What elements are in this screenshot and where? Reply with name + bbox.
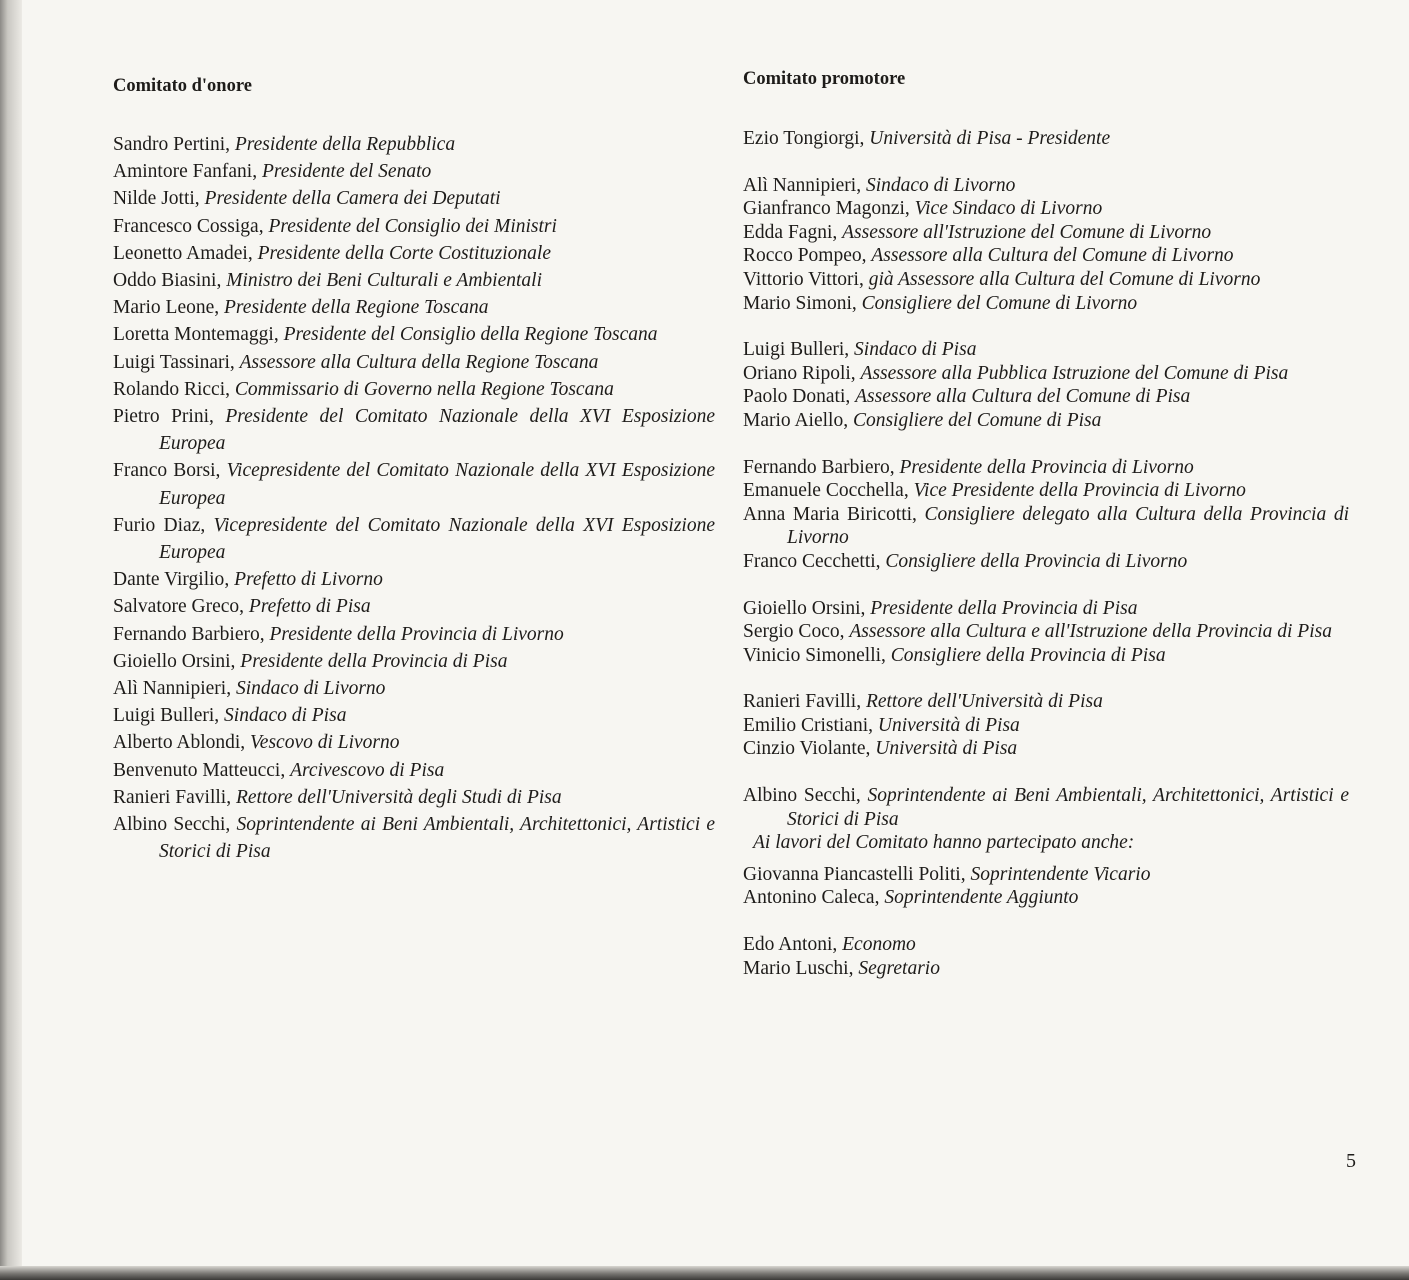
member-name: Pietro Prini [113,406,209,428]
committee-member: Emilio Cristiani, Università di Pisa [743,714,1020,736]
committee-member: Ranieri Favilli, Rettore dell'Università degli Studi di Pisa [113,786,562,808]
staff-group [743,933,1349,980]
committee-member: Oddo Biasini, Ministro dei Beni Culturali e Ambientali [113,270,542,292]
member-name: Leonetto Amadei [113,242,248,264]
member-role: Prefetto di Pisa [248,596,371,618]
committee-member: Franco Borsi, Vicepresidente del Comitato Nazionale della XVI Esposizione Europea [113,460,716,509]
committee-member: Ranieri Favilli, Rettore dell'Università di Pisa [743,691,1103,713]
committee-member: Leonetto Amadei, Presidente della Corte Costituzionale [113,242,551,264]
member-group [743,338,1349,432]
member-group [743,127,1349,151]
member-role: Assessore alla Cultura e all'Istruzione della Provincia di Pisa [849,621,1332,643]
member-role: Vescovo di Livorno [250,732,400,754]
committee-member: Gioiello Orsini, Presidente della Provincia di Pisa [113,650,508,672]
member-role: Sindaco di Livorno [865,174,1016,196]
member-name: Oriano Ripoli [743,362,851,384]
member-name: Cinzio Violante [743,738,866,760]
committee-member: Paolo Donati, Assessore alla Cultura del Comune di Pisa [743,386,1191,408]
member-role: Assessore all'Istruzione del Comune di Livorno [842,221,1212,243]
member-role: Vicepresidente del Comitato Nazionale della XVI Esposizione Europea [159,514,715,564]
honor-committee-heading: Comitato d'onore [113,76,252,96]
member-role: Presidente della Provincia di Pisa [240,650,508,672]
member-name: Paolo Donati [743,386,846,408]
member-name: Emilio Cristiani [743,714,869,736]
member-role: Consigliere del Comune di Pisa [852,409,1102,431]
committee-member: Gioiello Orsini, Presidente della Provincia di Pisa [743,597,1138,619]
committee-member: Alì Nannipieri, Sindaco di Livorno [743,174,1016,196]
committee-member: Sandro Pertini, Presidente della Repubblica [113,134,456,155]
committee-member: Luigi Bulleri, Sindaco di Pisa [743,339,977,361]
committee-member: Rocco Pompeo, Assessore alla Cultura del Comune di Livorno [743,245,1234,267]
committee-member: Albino Secchi, Soprintendente ai Beni Ambientali, Architettonici, Artistici e Storici di Pisa [743,785,1349,830]
member-role: Presidente della Repubblica [234,134,456,155]
member-name: Mario Aiello [743,409,844,431]
member-role: Presidente del Consiglio della Regione Toscana [283,324,658,346]
committee-member: Alì Nannipieri, Sindaco di Livorno [113,678,386,700]
member-name: Gianfranco Magonzi [743,198,905,220]
member-name: Edo Antoni [743,934,833,956]
member-group [743,597,1349,668]
committee-member: Fernando Barbiero, Presidente della Provincia di Livorno [113,623,564,645]
member-name: Fernando Barbiero [113,623,260,645]
member-name: Emanuele Cocchella [743,480,904,502]
committee-member: Gianfranco Magonzi, Vice Sindaco di Livorno [743,198,1103,220]
member-name: Oddo Biasini [113,270,217,292]
page-gutter-shadow [0,0,22,1280]
member-name: Franco Cecchetti [743,550,876,572]
committee-member: Mario Leone, Presidente della Regione Toscana [113,297,489,319]
member-role: Economo [842,934,916,956]
committee-member: Franco Cecchetti, Consigliere della Provincia di Livorno [743,550,1188,572]
committee-member: Alberto Ablondi, Vescovo di Livorno [113,732,400,754]
committee-member: Albino Secchi, Soprintendente ai Beni Ambientali, Architettonici, Artistici e Storici di Pisa [113,814,715,863]
committee-member: Giovanna Piancastelli Politi, Soprintendente Vicario [743,863,1151,885]
honor-committee-column [113,74,715,865]
member-role: Prefetto di Livorno [234,569,383,591]
committee-member: Benvenuto Matteucci, Arcivescovo di Pisa [113,759,445,781]
member-role: Università di Pisa [877,714,1020,736]
member-role: Presidente della Provincia di Pisa [870,597,1138,619]
committee-member: Loretta Montemaggi, Presidente del Consiglio della Regione Toscana [113,324,658,346]
committee-member: Anna Maria Biricotti, Consigliere delegato alla Cultura della Provincia di Livorno [743,503,1350,549]
member-group [743,690,1349,761]
committee-member: Luigi Tassinari, Assessore alla Cultura della Regione Toscana [113,351,599,373]
member-name: Gioiello Orsini [113,650,231,672]
promoting-committee-column [743,67,1349,980]
member-name: Albino Secchi [113,814,226,836]
member-role: Presidente della Provincia di Livorno [269,623,564,645]
member-name: Mario Leone [113,297,215,319]
member-group [743,784,1349,831]
member-name: Luigi Bulleri [113,705,215,727]
member-name: Antonino Caleca [743,887,875,909]
staff-list [743,933,1349,980]
committee-member: Salvatore Greco, Prefetto di Pisa [113,596,371,618]
member-role: Soprintendente Aggiunto [884,887,1079,909]
member-role: Segretario [858,957,940,979]
member-role: Arcivescovo di Pisa [290,759,445,781]
member-group [743,456,1349,574]
member-role: già Assessore alla Cultura del Comune di Livorno [868,268,1261,290]
member-name: Alberto Ablondi [113,732,241,754]
committee-member: Edo Antoni, Economo [743,934,916,956]
member-name: Vittorio Vittori [743,268,859,290]
committee-member: Mario Luschi, Segretario [743,957,940,979]
member-role: Assessore alla Pubblica Istruzione del Comune di Pisa [860,362,1289,384]
member-role: Vicepresidente del Comitato Nazionale della XVI Esposizione Europea [159,460,716,509]
member-name: Salvatore Greco [113,596,240,618]
member-role: Soprintendente ai Beni Ambientali, Architettonici, Artistici e Storici di Pisa [787,785,1349,830]
committee-member: Cinzio Violante, Università di Pisa [743,738,1018,760]
committee-member: Edda Fagni, Assessore all'Istruzione del Comune di Livorno [743,221,1212,243]
member-role: Assessore alla Cultura della Regione Toscana [239,351,599,373]
committee-member: Francesco Cossiga, Presidente del Consiglio dei Ministri [113,215,557,237]
member-name: Ranieri Favilli [743,691,857,713]
committee-member: Mario Simoni, Consigliere del Comune di Livorno [743,292,1138,314]
page-number: 5 [1346,1150,1356,1172]
committee-member: Furio Diaz, Vicepresidente del Comitato Nazionale della XVI Esposizione Europea [113,514,715,564]
member-name: Edda Fagni [743,221,833,243]
member-name: Amintore Fanfani [113,161,253,183]
member-role: Presidente del Comitato Nazionale della XVI Esposizione Europea [159,406,715,455]
participants-group [743,831,1349,910]
member-name: Anna Maria Biricotti [743,503,913,525]
committee-member: Dante Virgilio, Prefetto di Livorno [113,569,383,591]
member-role: Presidente del Consiglio dei Ministri [268,215,557,237]
member-role: Ministro dei Beni Culturali e Ambientali [226,270,542,292]
committee-member: Pietro Prini, Presidente del Comitato Nazionale della XVI Esposizione Europea [113,406,715,455]
participants-label: Ai lavori del Comitato hanno partecipato anche: [753,832,1135,854]
member-role: Assessore alla Cultura del Comune di Livorno [871,245,1234,267]
member-name: Benvenuto Matteucci [113,759,281,781]
member-name: Vinicio Simonelli [743,644,882,666]
member-name: Alì Nannipieri [743,174,857,196]
member-role: Sindaco di Pisa [854,339,977,361]
committee-member: Sergio Coco, Assessore alla Cultura e all'Istruzione della Provincia di Pisa [743,621,1332,643]
member-name: Albino Secchi [743,785,856,807]
committee-member: Amintore Fanfani, Presidente del Senato [113,161,432,183]
member-role: Vice Presidente della Provincia di Livorno [913,480,1246,502]
member-name: Gioiello Orsini [743,597,861,619]
member-name: Francesco Cossiga [113,215,259,237]
committee-member: Ezio Tongiorgi, Università di Pisa - Presidente [743,128,1111,149]
committee-member: Vittorio Vittori, già Assessore alla Cultura del Comune di Livorno [743,268,1261,290]
member-name: Giovanna Piancastelli Politi [743,863,961,885]
committee-member: Nilde Jotti, Presidente della Camera dei Deputati [113,188,501,210]
promoting-committee-heading: Comitato promotore [743,69,906,89]
committee-member: Mario Aiello, Consigliere del Comune di Pisa [743,409,1102,431]
member-role: Presidente della Camera dei Deputati [204,188,501,210]
member-role: Università di Pisa [875,738,1018,760]
member-role: Sindaco di Pisa [224,705,347,727]
member-role: Rettore dell'Università di Pisa [865,691,1103,713]
member-role: Consigliere della Provincia di Livorno [885,550,1188,572]
member-role: Consigliere della Provincia di Pisa [890,644,1166,666]
committee-member: Fernando Barbiero, Presidente della Provincia di Livorno [743,456,1194,478]
committee-member: Antonino Caleca, Soprintendente Aggiunto [743,887,1079,909]
member-role: Rettore dell'Università degli Studi di Pisa [235,786,562,808]
member-role: Presidente della Regione Toscana [224,297,489,319]
committee-member: Oriano Ripoli, Assessore alla Pubblica Istruzione del Comune di Pisa [743,362,1289,384]
member-role: Commissario di Governo nella Regione Toscana [234,378,614,400]
member-name: Loretta Montemaggi [113,324,274,346]
member-name: Rolando Ricci [113,378,226,400]
honor-committee-list [113,131,715,865]
member-role: Soprintendente Vicario [970,863,1151,885]
member-role: Assessore alla Cultura del Comune di Pisa [855,386,1191,408]
committee-member: Emanuele Cocchella, Vice Presidente della Provincia di Livorno [743,480,1246,502]
member-group [743,174,1349,316]
participants-list [743,863,1349,910]
member-name: Sergio Coco [743,621,840,643]
promoting-committee-groups [743,127,1349,831]
member-role: Sindaco di Livorno [235,678,386,700]
committee-member: Rolando Ricci, Commissario di Governo nella Regione Toscana [113,378,614,400]
member-name: Nilde Jotti [113,188,195,210]
member-role: Consigliere delegato alla Cultura della Provincia di Livorno [787,503,1350,549]
member-role: Università di Pisa - Presidente [869,128,1111,149]
member-name: Fernando Barbiero [743,456,890,478]
member-name: Rocco Pompeo [743,245,862,267]
member-role: Consigliere del Comune di Livorno [861,292,1138,314]
committee-member: Vinicio Simonelli, Consigliere della Provincia di Pisa [743,644,1166,666]
page-bottom-shadow [0,1266,1409,1280]
member-role: Presidente della Corte Costituzionale [257,242,551,264]
member-name: Sandro Pertini [113,134,226,155]
member-name: Dante Virgilio [113,569,225,591]
member-role: Vice Sindaco di Livorno [914,198,1103,220]
member-name: Alì Nannipieri [113,678,227,700]
member-role: Presidente della Provincia di Livorno [899,456,1194,478]
member-role: Soprintendente ai Beni Ambientali, Architettonici, Artistici e Storici di Pisa [159,814,715,863]
member-name: Mario Simoni [743,292,852,314]
member-name: Furio Diaz [113,514,201,536]
member-name: Franco Borsi [113,460,216,482]
member-name: Luigi Bulleri [743,339,845,361]
member-name: Ezio Tongiorgi [743,128,860,149]
member-role: Presidente del Senato [261,161,432,183]
committee-member: Luigi Bulleri, Sindaco di Pisa [113,705,347,727]
member-name: Mario Luschi [743,957,849,979]
member-name: Luigi Tassinari [113,351,230,373]
member-name: Ranieri Favilli [113,786,227,808]
